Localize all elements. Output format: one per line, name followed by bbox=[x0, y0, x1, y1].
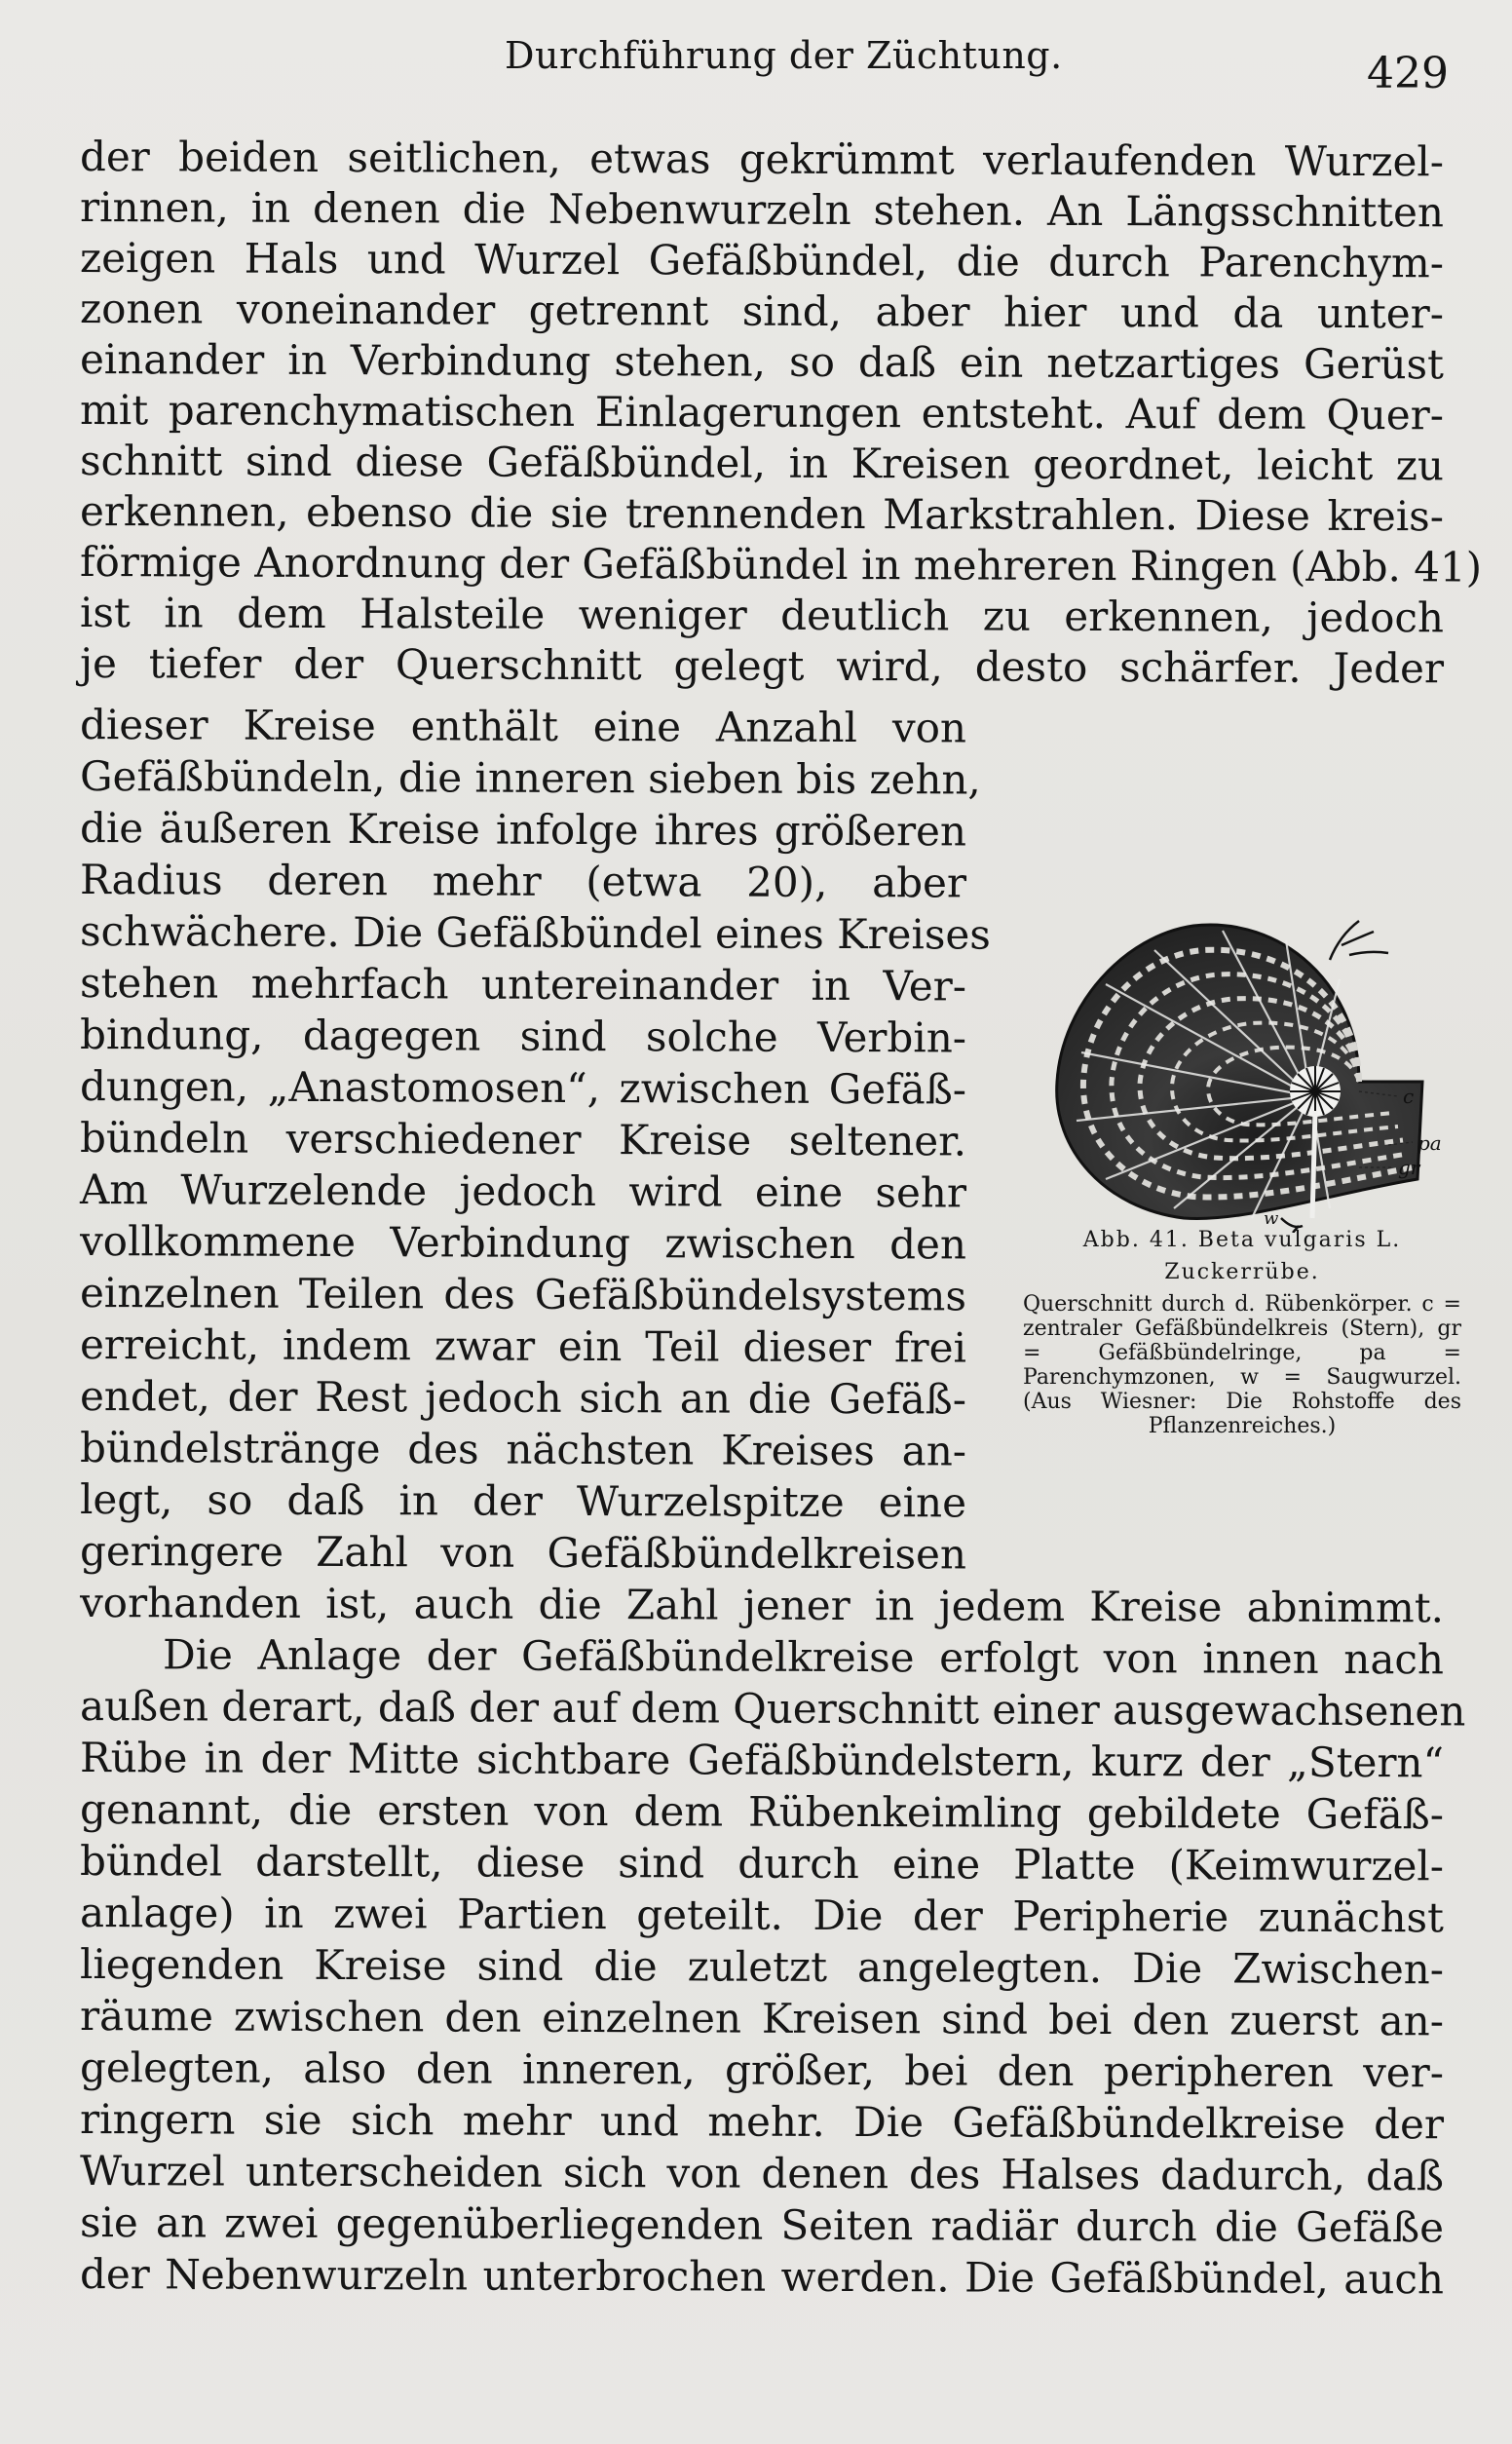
text-line: bündeln verschiedener Kreise seltener. bbox=[79, 1114, 967, 1165]
text-line: Die Anlage der Gefäßbündelkreise erfolgt von innen nach bbox=[162, 1630, 1445, 1684]
text-line: anlage) in zwei Partien geteilt. Die der Peripherie zunächst bbox=[79, 1889, 1445, 1942]
text-line: einander in Verbindung stehen, so daß ein netzartiges Gerüst bbox=[79, 335, 1445, 389]
text-line: vorhanden ist, auch die Zahl jener in jedem Kreise abnimmt. bbox=[79, 1579, 1445, 1632]
text-line: zonen voneinander getrennt sind, aber hier und da unter- bbox=[79, 285, 1445, 338]
text-line: Rübe in der Mitte sichtbare Gefäßbündelstern, kurz der „Stern“ bbox=[79, 1734, 1445, 1787]
text-line: legt, so daß in der Wurzelspitze eine bbox=[79, 1475, 967, 1527]
text-line: dieser Kreise enthält eine Anzahl von bbox=[79, 701, 967, 752]
text-line: der Nebenwurzeln unterbrochen werden. Die Gefäßbündel, auch bbox=[79, 2250, 1445, 2304]
text-line: erreicht, indem zwar ein Teil dieser frei bbox=[79, 1320, 967, 1372]
caption-subtitle: Zuckerrübe. bbox=[1164, 1260, 1320, 1284]
caption-body: Querschnitt durch d. Rübenkörper. c = zentraler Gefäßbündelkreis (Stern), gr = Gefäßbündelringe, pa = Parenchymzonen, w = Saugwurzel. (Aus Wiesner: Die Rohstoffe des Pflanzenreiches.) bbox=[1023, 1292, 1461, 1438]
text-line: liegenden Kreise sind die zuletzt angelegten. Die Zwischen- bbox=[79, 1940, 1445, 1994]
page-number: 429 bbox=[1367, 49, 1449, 98]
running-head: Durchführung der Züchtung. bbox=[505, 34, 1063, 77]
text-line: einzelnen Teilen des Gefäßbündelsystems bbox=[79, 1269, 967, 1320]
text-line: schwächere. Die Gefäßbündel eines Kreises bbox=[79, 907, 991, 959]
text-line: ist in dem Halsteile weniger deutlich zu erkennen, jedoch bbox=[79, 589, 1445, 642]
text-line: bündelstränge des nächsten Kreises an- bbox=[79, 1424, 967, 1475]
text-line: vollkommene Verbindung zwischen den bbox=[79, 1217, 967, 1269]
text-line: stehen mehrfach untereinander in Ver- bbox=[79, 959, 967, 1011]
label-pa: pa bbox=[1418, 1131, 1442, 1155]
text-line: Radius deren mehr (etwa 20), aber bbox=[79, 856, 967, 907]
text-line: rinnen, in denen die Nebenwurzeln stehen. An Längsschnitten bbox=[79, 183, 1445, 237]
text-line: die äußeren Kreise infolge ihres größeren bbox=[79, 804, 967, 856]
text-line: bindung, dagegen sind solche Verbin- bbox=[79, 1011, 967, 1062]
text-line: außen derart, daß der auf dem Querschnitt einer ausgewachsenen bbox=[79, 1682, 1466, 1736]
caption-title: Abb. 41. Beta vulgaris L. bbox=[1082, 1228, 1402, 1252]
text-line: schnitt sind diese Gefäßbündel, in Kreisen geordnet, leicht zu bbox=[79, 437, 1445, 490]
label-c: c bbox=[1403, 1085, 1415, 1108]
text-line: geringere Zahl von Gefäßbündelkreisen bbox=[79, 1527, 967, 1579]
text-line: erkennen, ebenso die sie trennenden Markstrahlen. Diese kreis- bbox=[79, 487, 1445, 541]
text-line: Gefäßbündeln, die inneren sieben bis zehn, bbox=[79, 752, 981, 804]
text-line: sie an zwei gegenüberliegenden Seiten radiär durch die Gefäße bbox=[79, 2198, 1445, 2252]
text-line: zeigen Hals und Wurzel Gefäßbündel, die durch Parenchym- bbox=[79, 234, 1445, 287]
text-line: mit parenchymatischen Einlagerungen entsteht. Auf dem Quer- bbox=[79, 386, 1445, 439]
text-line: je tiefer der Querschnitt gelegt wird, desto schärfer. Jeder bbox=[79, 639, 1445, 693]
text-line: Wurzel unterscheiden sich von denen des Halses dadurch, daß bbox=[79, 2147, 1445, 2200]
beet-cross-section-illustration bbox=[1038, 760, 1466, 1233]
text-line: der beiden seitlichen, etwas gekrümmt verlaufenden Wurzel- bbox=[79, 133, 1445, 186]
text-line: ringern sie sich mehr und mehr. Die Gefäßbündelkreise der bbox=[79, 2095, 1445, 2149]
text-line: genannt, die ersten von dem Rübenkeimling gebildete Gefäß- bbox=[79, 1785, 1445, 1839]
text-line: endet, der Rest jedoch sich an die Gefäß- bbox=[79, 1372, 967, 1424]
label-w: w bbox=[1264, 1208, 1279, 1229]
text-line: bündel darstellt, diese sind durch eine Platte (Keimwurzel- bbox=[79, 1837, 1445, 1890]
text-line: Am Wurzelende jedoch wird eine sehr bbox=[79, 1165, 967, 1217]
text-line: förmige Anordnung der Gefäßbündel in mehreren Ringen (Abb. 41) bbox=[79, 538, 1483, 592]
text-line: dungen, „Anastomosen“, zwischen Gefäß- bbox=[79, 1062, 967, 1114]
figure-caption bbox=[1023, 1228, 1461, 1438]
text-line: räume zwischen den einzelnen Kreisen sind bei den zuerst an- bbox=[79, 1992, 1445, 2045]
central-star bbox=[1290, 1066, 1341, 1117]
beet-cross-section bbox=[1057, 921, 1442, 1233]
label-gr: gr bbox=[1398, 1156, 1420, 1179]
text-line: gelegten, also den inneren, größer, bei den peripheren ver- bbox=[79, 2043, 1445, 2097]
